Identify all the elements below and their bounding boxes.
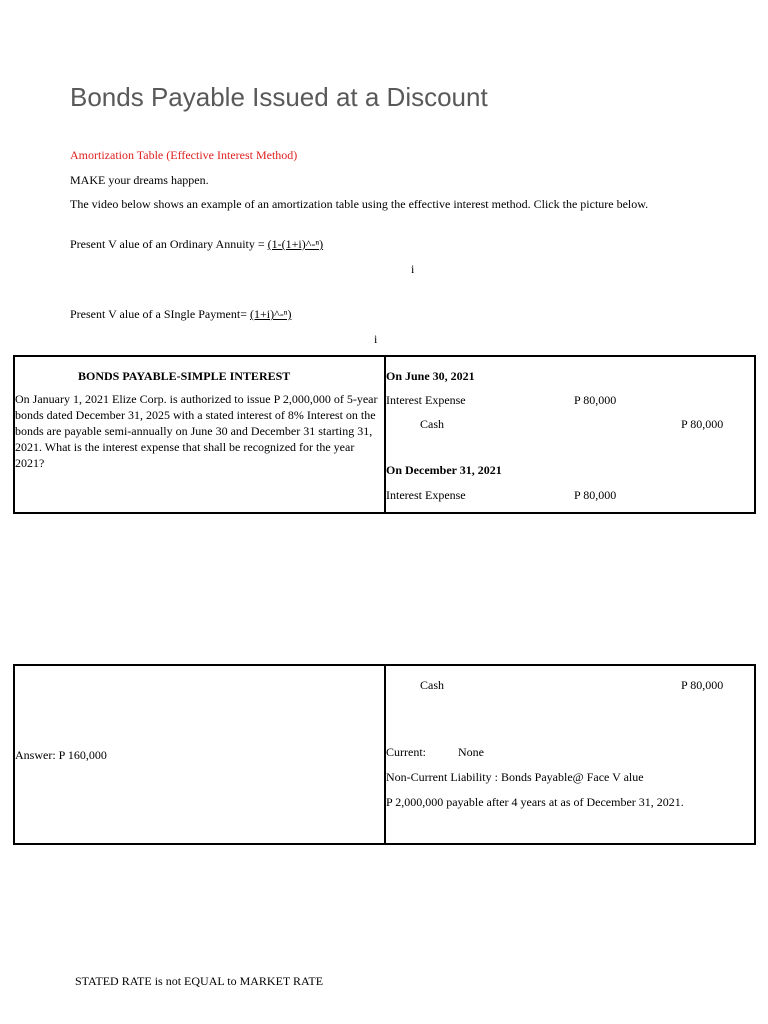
pv-single-label: Present V alue of a SIngle Payment= (70, 307, 250, 321)
june-debit-amount: P 80,000 (574, 393, 617, 407)
december-debit-amount: P 80,000 (574, 488, 617, 502)
table-header: BONDS PAYABLE-SIMPLE INTEREST (78, 369, 291, 383)
noncurrent-liability-text: Non-Current Liability : Bonds Payable@ Face V alue (386, 770, 644, 784)
pv-single-line (70, 307, 291, 322)
pv-annuity-formula: (1-(1+i)^-ⁿ) (267, 237, 324, 251)
june-debit-account: Interest Expense (386, 393, 466, 407)
intro-paragraph: The video below shows an example of an amortization table using the effective interest method. Click the picture below. (70, 197, 649, 211)
bonds-answer-table (13, 664, 756, 845)
bonds-simple-interest-table (13, 355, 756, 514)
tagline: MAKE your dreams happen. (70, 173, 209, 187)
december-debit-account: Interest Expense (386, 488, 466, 502)
current-liability-value: None (458, 745, 484, 759)
current-liability-label: Current: (386, 745, 426, 759)
june-credit-account: Cash (420, 417, 444, 431)
june-credit-amount: P 80,000 (681, 417, 724, 431)
stated-rate-heading: STATED RATE is not EQUAL to MARKET RATE (75, 974, 324, 988)
pv-annuity-label: Present V alue of an Ordinary Annuity = (70, 237, 268, 251)
december-credit-account: Cash (420, 678, 444, 692)
answer-text: Answer: P 160,000 (15, 748, 107, 762)
june-entry-heading: On June 30, 2021 (386, 369, 475, 383)
page-title: Bonds Payable Issued at a Discount (70, 82, 488, 112)
pv-annuity-line (70, 237, 323, 252)
problem-statement: On January 1, 2021 Elize Corp. is authorized to issue P 2,000,000 of 5-year bonds dated December 31, 2025 with a stated interest of 8% Interest on the bonds are payable semi-annually on June 30 and December 31 starting 31, 2021. What is the interest expense that shall be recognized for the year 2021? (15, 392, 378, 470)
payable-note: P 2,000,000 payable after 4 years at as of December 31, 2021. (386, 795, 684, 809)
december-credit-amount: P 80,000 (681, 678, 724, 692)
amortization-table-heading: Amortization Table (Effective Interest Method) (70, 148, 298, 162)
pv-single-denominator: i (374, 332, 378, 346)
pv-single-formula: (1+i)^-ⁿ) (249, 307, 292, 321)
december-entry-heading: On December 31, 2021 (386, 463, 502, 477)
pv-annuity-denominator: i (411, 262, 415, 276)
